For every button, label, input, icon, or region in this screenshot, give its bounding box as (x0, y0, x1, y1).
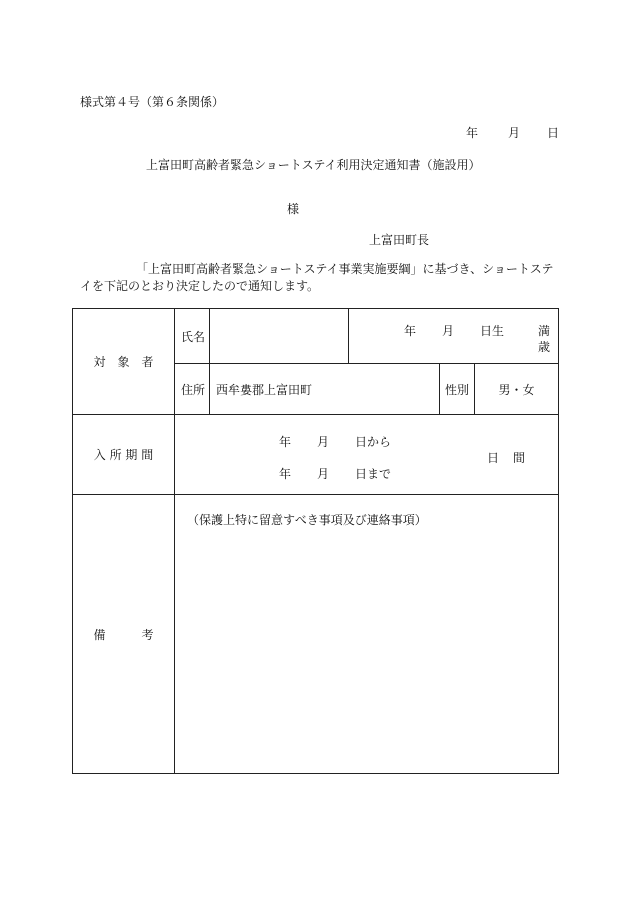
sex-label-cell (440, 364, 475, 415)
addressee-suffix: 様 (287, 202, 300, 216)
from-day: 日から (355, 435, 392, 449)
to-day: 日まで (355, 467, 392, 481)
address-value: 西牟婁郡上富田町 (216, 382, 313, 397)
sex-value: 男・女 (498, 382, 535, 397)
issuer-name: 上富田町長 (369, 233, 430, 247)
sex-label: 性別 (444, 382, 469, 397)
period-label: 入 所 期 間 (93, 448, 154, 462)
birthdate-cell[interactable] (349, 309, 559, 364)
period-value-cell[interactable] (175, 415, 559, 495)
birth-day: 日生 (479, 324, 504, 338)
decision-form-table (72, 308, 559, 774)
form-number: 様式第４号（第６条関係） (80, 95, 225, 109)
address-label-cell (175, 364, 210, 415)
to-year: 年 (279, 467, 292, 481)
period-from (279, 433, 391, 450)
from-year: 年 (279, 435, 292, 449)
subject-label-cell (73, 309, 175, 415)
remarks-label-cell (73, 495, 175, 774)
date-month: 月 (508, 126, 521, 140)
document-title: 上富田町高齢者緊急ショートステイ利用決定通知書（施設用） (146, 158, 481, 172)
birth-month: 月 (441, 324, 454, 338)
from-month: 月 (317, 435, 330, 449)
days-label: 日 (487, 451, 500, 465)
birth-year: 年 (403, 324, 416, 338)
date-day: 日 (547, 126, 560, 140)
issue-date (466, 127, 559, 139)
period-to (279, 465, 391, 482)
name-value-cell[interactable] (210, 309, 349, 364)
subject-label: 対 象 者 (93, 355, 154, 369)
period-days (487, 449, 525, 466)
remarks-note: （保護上特に留意すべき事項及び連絡事項） (187, 513, 427, 527)
period-box (175, 415, 558, 494)
period-label-cell (73, 415, 175, 495)
address-label: 住所 (181, 382, 206, 397)
age-unit: 歳 (538, 340, 551, 354)
sex-value-cell[interactable] (475, 364, 559, 415)
name-label-cell (175, 309, 210, 364)
date-year: 年 (466, 126, 479, 140)
birthdate-age (404, 323, 550, 355)
to-month: 月 (317, 467, 330, 481)
remarks-value-cell[interactable] (175, 495, 559, 774)
address-value-cell[interactable] (210, 364, 440, 415)
notice-body-text: 「上富田町高齢者緊急ショートステイ事業実施要綱」に基づき、ショートステイを下記のとおり決定したので通知します。 (80, 262, 554, 293)
age-label: 満 (538, 324, 551, 338)
name-label: 氏名 (181, 329, 206, 344)
days-unit: 間 (513, 451, 526, 465)
remarks-label: 備 考 (93, 627, 154, 642)
